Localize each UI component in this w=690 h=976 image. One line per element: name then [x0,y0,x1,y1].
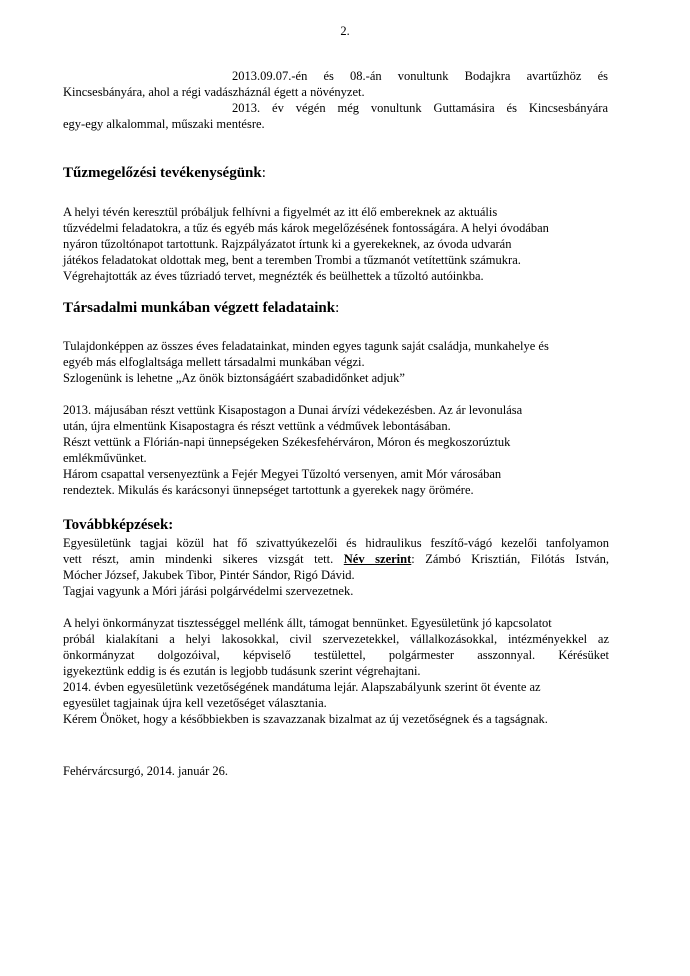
paragraph-line: egyéb más elfoglaltsága mellett társadalmi munkában végzi. [63,355,365,369]
heading-text: Tűzmegelőzési tevékenységünk [63,165,262,181]
heading-text: Társadalmi munkában végzett feladataink [63,300,336,316]
page-number: 2. [340,24,350,38]
inline-text: : Zámbó Krisztián, Filótás István, [411,552,610,566]
paragraph-line: próbál kialakítani a helyi lakosokkal, civil szervezetekkel, vállalkozásokkal, intézményekkel az [63,632,609,646]
closing-date-place: Fehérvárcsurgó, 2014. január 26. [63,764,229,778]
paragraph-line: nyáron tűzoltónapot tartottunk. Rajzpályázatot írtunk ki a gyerekeknek, az óvoda udvarán [63,237,512,251]
intro-line-3: 2013. év végén még vonultunk Guttamásira és Kincsesbányára [232,101,608,115]
paragraph-line [63,552,609,567]
paragraph-line: 2013. májusában részt vettünk Kisapostagon a Dunai árvízi védekezésben. Az ár levonulása [63,403,523,417]
inline-text: vett részt, amin mindenki sikeres vizsgát tett. [63,552,344,566]
paragraph-line: emlékművünket. [63,451,147,465]
intro-line-2: Kincsesbányára, ahol a régi vadászháznál égett a növényzet. [63,85,365,99]
paragraph-line: A helyi önkormányzat tisztességgel mellénk állt, támogat bennünket. Egyesületünk jó kapcsolatot [63,616,552,630]
section-heading-trainings: Továbbképzések: [63,517,174,533]
paragraph-line: önkormányzat dolgozóival, képviselő testülettel, polgármester asszonnyal. Kérésüket [63,648,609,662]
paragraph-line: rendeztek. Mikulás és karácsonyi ünnepséget tartottunk a gyerekek nagy örömére. [63,483,474,497]
names-label: Név szerint [343,552,412,566]
paragraph-line: A helyi tévén keresztül próbáljuk felhívni a figyelmét az itt élő embereknek az aktuális [63,205,498,219]
heading-colon: : [335,300,340,316]
paragraph-line: után, újra elmentünk Kisapostagra és részt vettünk a védművek lebontásában. [63,419,451,433]
paragraph-line: egyesület tagjainak újra kell vezetőséget választania. [63,696,327,710]
paragraph-line: Kérem Önöket, hogy a későbbiekben is szavazzanak bizalmat az új vezetőségnek és a tagságnak. [63,712,548,726]
paragraph-line: tűzvédelmi feladatokra, a tűz és egyéb más károk megelőzésének fontosságára. A helyi óvodában [63,221,549,235]
paragraph-line: igyekeztünk eddig is és ezután is legjobb tudásunk szerint végrehajtani. [63,664,421,678]
paragraph-line: játékos feladatokat oldottak meg, bent a teremben Trombi a tűzmanót vetítettünk számukra. [63,253,521,267]
heading-colon: : [261,165,266,181]
paragraph-line: Részt vettünk a Flórián-napi ünnepségeken Székesfehérváron, Móron és megkoszorúztuk [63,435,511,449]
paragraph-line: 2014. évben egyesületünk vezetőségének mandátuma lejár. Alapszabályunk szerint öt évente az [63,680,541,694]
paragraph-line: Végrehajtották az éves tűzriadó tervet, megnézték és beülhettek a tűzoltó autóinkba. [63,269,484,283]
intro-line-4: egy-egy alkalommal, műszaki mentésre. [63,117,265,131]
paragraph-line: Tagjai vagyunk a Móri járási polgárvédelmi szervezetnek. [63,584,354,598]
paragraph-line: Egyesületünk tagjai közül hat fő szivattyúkezelői és hidraulikus feszítő-vágó kezelői tanfolyamon [63,536,609,550]
paragraph-line: Mócher József, Jakubek Tibor, Pintér Sándor, Rigó Dávid. [63,568,355,582]
section-heading-social-work [63,300,339,317]
paragraph-line: Tulajdonképpen az összes éves feladatainkat, minden egyes tagunk saját családja, munkahelye és [63,339,549,353]
section-heading-fire-prevention [63,165,266,182]
paragraph-line: Három csapattal versenyeztünk a Fejér Megyei Tűzoltó versenyen, amit Mór városában [63,467,502,481]
intro-line-1: 2013.09.07.-én és 08.-án vonultunk Bodajkra avartűzhöz és [232,69,608,83]
paragraph-line: Szlogenünk is lehetne „Az önök biztonságáért szabadidőnket adjuk” [63,371,405,385]
